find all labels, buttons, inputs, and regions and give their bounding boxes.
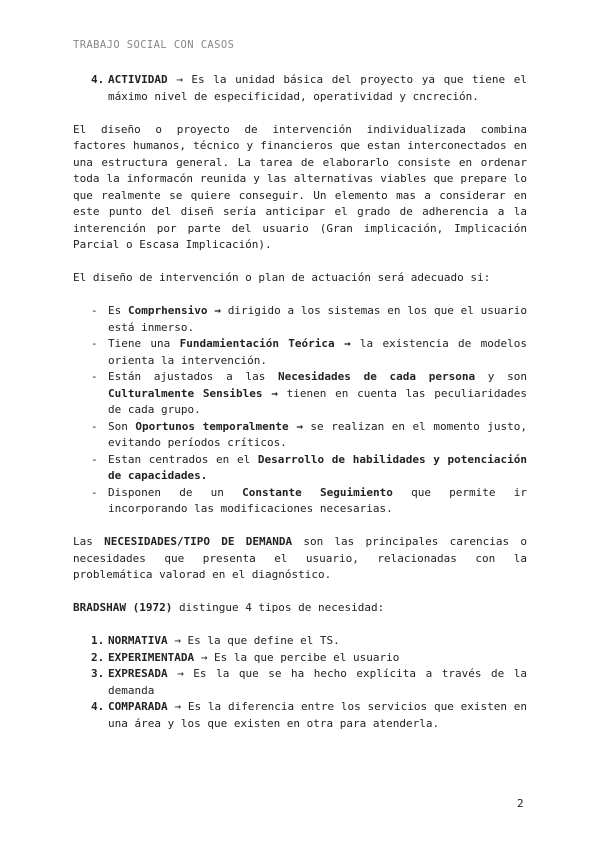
arrow: →: [174, 634, 181, 647]
arrow: →: [174, 700, 182, 713]
page-header: TRABAJO SOCIAL CON CASOS: [73, 39, 235, 51]
term: EXPRESADA: [108, 667, 168, 680]
bold-text: BRADSHAW (1972): [73, 601, 173, 614]
arrow: →: [176, 73, 183, 86]
list-item: [73, 419, 527, 452]
list-number: 2.: [91, 650, 105, 664]
text: Tiene una: [108, 337, 180, 350]
list-item: [73, 452, 527, 485]
text: Son: [108, 419, 136, 433]
term: ACTIVIDAD: [108, 73, 168, 86]
adequate-intro: El diseño de intervención o plan de actuación será adecuado si:: [73, 271, 491, 284]
dash-bullet: -: [91, 304, 98, 317]
bold-text: NECESIDADES/TIPO DE DEMANDA: [104, 535, 293, 548]
bradshaw-intro: [73, 600, 527, 617]
dash-bullet: -: [91, 452, 98, 466]
text: se realizan en el momento justo, evitando períodos críticos.: [108, 419, 527, 449]
definition: Es la diferencia entre los servicios que existen en una área y los que existen en otra para atenderla.: [108, 700, 528, 730]
list-number: 1.: [91, 634, 105, 647]
arrow: →: [200, 650, 208, 664]
text: Están ajustados a las: [108, 370, 279, 383]
definition: Es la que percibe el usuario: [213, 650, 400, 664]
list-item: [73, 650, 527, 667]
bold-text: Comprhensivo →: [128, 304, 221, 317]
text: la existencia de modelos orienta la intervención.: [108, 337, 527, 367]
text: distingue 4 tipos de necesidad:: [172, 601, 385, 614]
list-item: [73, 336, 527, 369]
term: COMPARADA: [108, 700, 168, 713]
bold-text: Culturalmente Sensibles →: [108, 386, 278, 400]
dash-bullet: -: [91, 370, 98, 383]
dash-bullet: -: [91, 485, 98, 499]
dash-bullet: -: [91, 337, 98, 350]
text: que permite ir incorporando las modificaciones necesarias.: [108, 485, 527, 515]
list-item: [73, 72, 527, 105]
list-number: 4.: [91, 73, 105, 86]
list-item: [73, 485, 527, 518]
text: y son: [475, 370, 527, 383]
list-number: 4.: [91, 700, 105, 713]
bold-text: Desarrollo de habilidades y potenciación de capacidades.: [108, 452, 528, 482]
text: Disponen de un: [108, 485, 243, 499]
list-number: 3.: [91, 667, 105, 680]
list-item: [73, 699, 527, 732]
text: Las: [73, 535, 105, 548]
text: Es: [108, 304, 129, 317]
phase-list: [73, 72, 527, 105]
text: dirigido a los sistemas en los que el usuario está inmerso.: [108, 304, 528, 334]
needs-paragraph: [73, 534, 527, 584]
conditions-list: [73, 303, 527, 518]
bold-text: Oportunos temporalmente →: [135, 419, 303, 433]
bold-text: Fundamientación Teórica →: [179, 337, 351, 350]
document-body: [73, 72, 527, 732]
list-item: [73, 369, 527, 419]
bold-text: Constante Seguimiento: [242, 485, 393, 499]
design-paragraph: El diseño o proyecto de intervención individualizada combina factores humanos, técnico y financieros que estan interconectados en una estructura general. La tarea de elaborarlo consiste en ordenar toda la informacón reunida y las alternativas viables que prepare lo que realmente se quiere conseguir. Un elemento mas a considerar en este punto del diseñ sería anticipar el grado de adherencia a la interención por parte del usuario (Gran implicación, Implicación Parcial o Escasa Implicación).: [73, 122, 527, 251]
list-item: [73, 633, 527, 650]
arrow: →: [177, 667, 184, 680]
text: tienen en cuenta las peculiaridades de cada grupo.: [108, 386, 527, 416]
needs-types-list: [73, 633, 527, 732]
definition: Es la unidad básica del proyecto ya que tiene el máximo nivel de especificidad, operatividad y cncreción.: [108, 73, 527, 103]
list-item: [73, 666, 527, 699]
text: son las principales carencias o necesidades que presenta el usuario, relacionadas con la problemática valorad en el diagnóstico.: [73, 535, 528, 581]
text: Estan centrados en el: [108, 452, 258, 466]
definition: Es la que define el TS.: [187, 634, 340, 647]
term: EXPERIMENTADA: [108, 650, 195, 664]
list-item: [73, 303, 527, 336]
bold-text: Necesidades de cada persona: [278, 370, 476, 383]
term: NORMATIVA: [108, 634, 168, 647]
dash-bullet: -: [91, 419, 98, 433]
page-number: 2: [517, 797, 524, 810]
definition: Es la que se ha hecho explícita a través de la demanda: [108, 667, 527, 697]
